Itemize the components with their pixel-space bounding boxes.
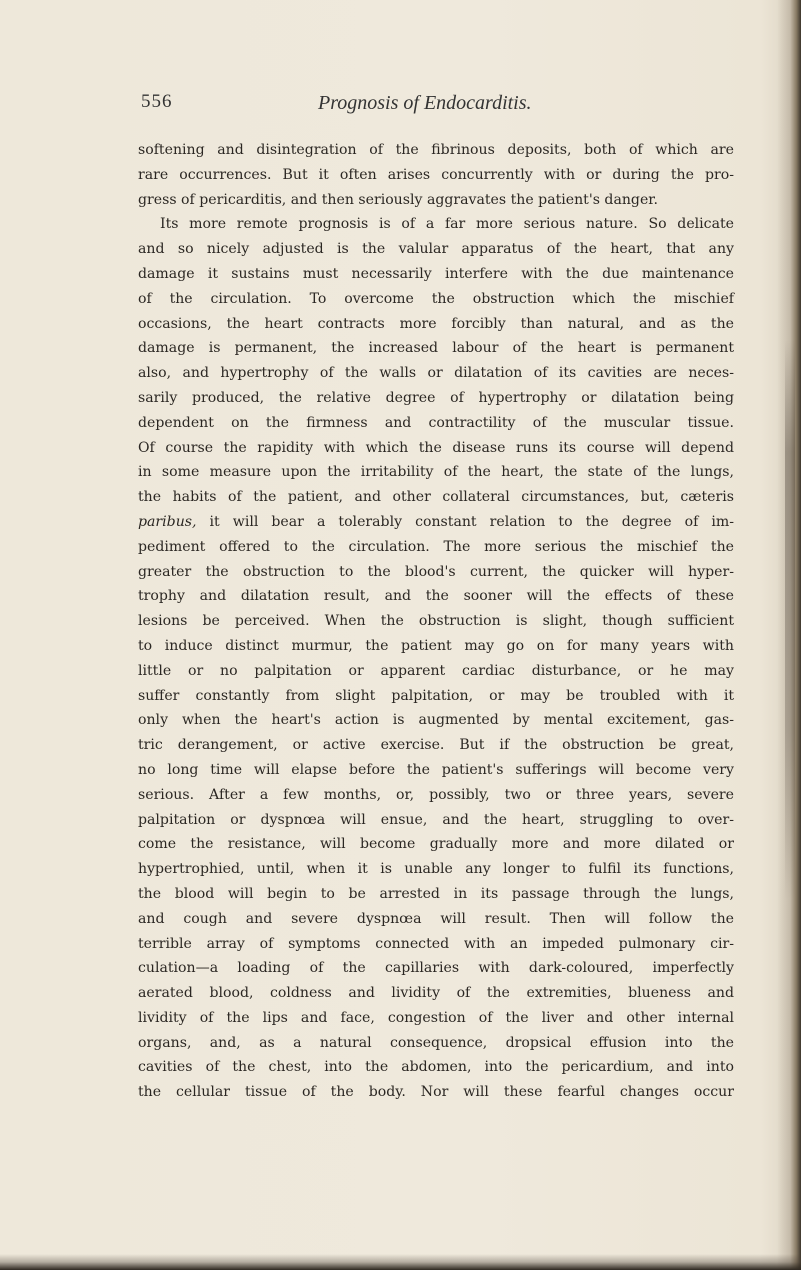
text-line: hypertrophied, until, when it is unable any longer to fulfil its functions, — [138, 861, 734, 878]
text-line: suffer constantly from slight palpitation, or may be troubled with it — [138, 687, 734, 704]
text-line: the cellular tissue of the body. Nor will these fearful changes occur — [138, 1084, 734, 1101]
text-line: lesions be perceived. When the obstruction is slight, though sufficient — [138, 613, 734, 630]
text-line: also, and hypertrophy of the walls or dilatation of its cavities are neces- — [138, 365, 734, 382]
text-line: rare occurrences. But it often arises concurrently with or during the pro- — [138, 166, 734, 183]
text-line: tric derangement, or active exercise. But if the obstruction be great, — [138, 737, 734, 754]
text-line: culation—a loading of the capillaries with dark-coloured, imperfectly — [138, 960, 734, 977]
text-line: pediment offered to the circulation. The more serious the mischief the — [138, 538, 734, 555]
text-line: greater the obstruction to the blood's current, the quicker will hyper- — [138, 563, 734, 580]
text-line: in some measure upon the irritability of the heart, the state of the lungs, — [138, 464, 734, 481]
text-line: dependent on the firmness and contractility of the muscular tissue. — [138, 414, 734, 431]
text-line: and so nicely adjusted is the valular apparatus of the heart, that any — [138, 241, 734, 258]
page-bottom-edge — [0, 1254, 801, 1270]
text-line: sarily produced, the relative degree of hypertrophy or dilatation being — [138, 389, 734, 406]
text-line-italic-lead — [138, 510, 734, 535]
text-line: organs, and, as a natural consequence, dropsical effusion into the — [138, 1034, 734, 1051]
body-text — [138, 138, 734, 1105]
text-line: Of course the rapidity with which the disease runs its course will depend — [138, 439, 734, 456]
text-line: the blood will begin to be arrested in its passage through the lungs, — [138, 885, 734, 902]
text-line: Its more remote prognosis is of a far more serious nature. So delicate — [160, 216, 734, 233]
text-line: damage it sustains must necessarily interfere with the due maintenance — [138, 265, 734, 282]
text-line: lividity of the lips and face, congestion of the liver and other internal — [138, 1009, 734, 1026]
text-line: the habits of the patient, and other collateral circumstances, but, cæteris — [138, 489, 734, 506]
text-line: cavities of the chest, into the abdomen, into the pericardium, and into — [138, 1059, 734, 1076]
text-line: come the resistance, will become gradually more and more dilated or — [138, 836, 734, 853]
text-line: palpitation or dyspnœa will ensue, and the heart, struggling to over- — [138, 811, 734, 828]
text-line: trophy and dilatation result, and the sooner will the effects of these — [138, 588, 734, 605]
page-edge-shadow — [785, 340, 795, 900]
text-line: softening and disintegration of the fibrinous deposits, both of which are — [138, 142, 734, 158]
page-number: 556 — [141, 91, 173, 112]
text-line: of the circulation. To overcome the obstruction which the mischief — [138, 290, 734, 307]
text-line: terrible array of symptoms connected with an impeded pulmonary cir- — [138, 935, 734, 952]
text-line: to induce distinct murmur, the patient may go on for many years with — [138, 637, 734, 654]
text-line: damage is permanent, the increased labour of the heart is permanent — [138, 340, 734, 357]
text-line: occasions, the heart contracts more forcibly than natural, and as the — [138, 315, 734, 332]
text-line: no long time will elapse before the patient's sufferings will become very — [138, 761, 734, 778]
running-head-title: Prognosis of Endocarditis. — [318, 92, 532, 114]
text-line: gress of pericarditis, and then seriously aggravates the patient's danger. — [138, 191, 658, 208]
text-line: little or no palpitation or apparent cardiac disturbance, or he may — [138, 662, 734, 679]
text-line: only when the heart's action is augmented by mental excitement, gas- — [138, 712, 734, 729]
text-line: aerated blood, coldness and lividity of the extremities, blueness and — [138, 985, 734, 1002]
text-line: serious. After a few months, or, possibly, two or three years, severe — [138, 786, 734, 803]
italic-phrase: paribus, — [138, 513, 197, 530]
text-line: and cough and severe dyspnœa will result. Then will follow the — [138, 910, 734, 927]
text-line-rest: it will bear a tolerably constant relation to the degree of im- — [196, 513, 734, 530]
